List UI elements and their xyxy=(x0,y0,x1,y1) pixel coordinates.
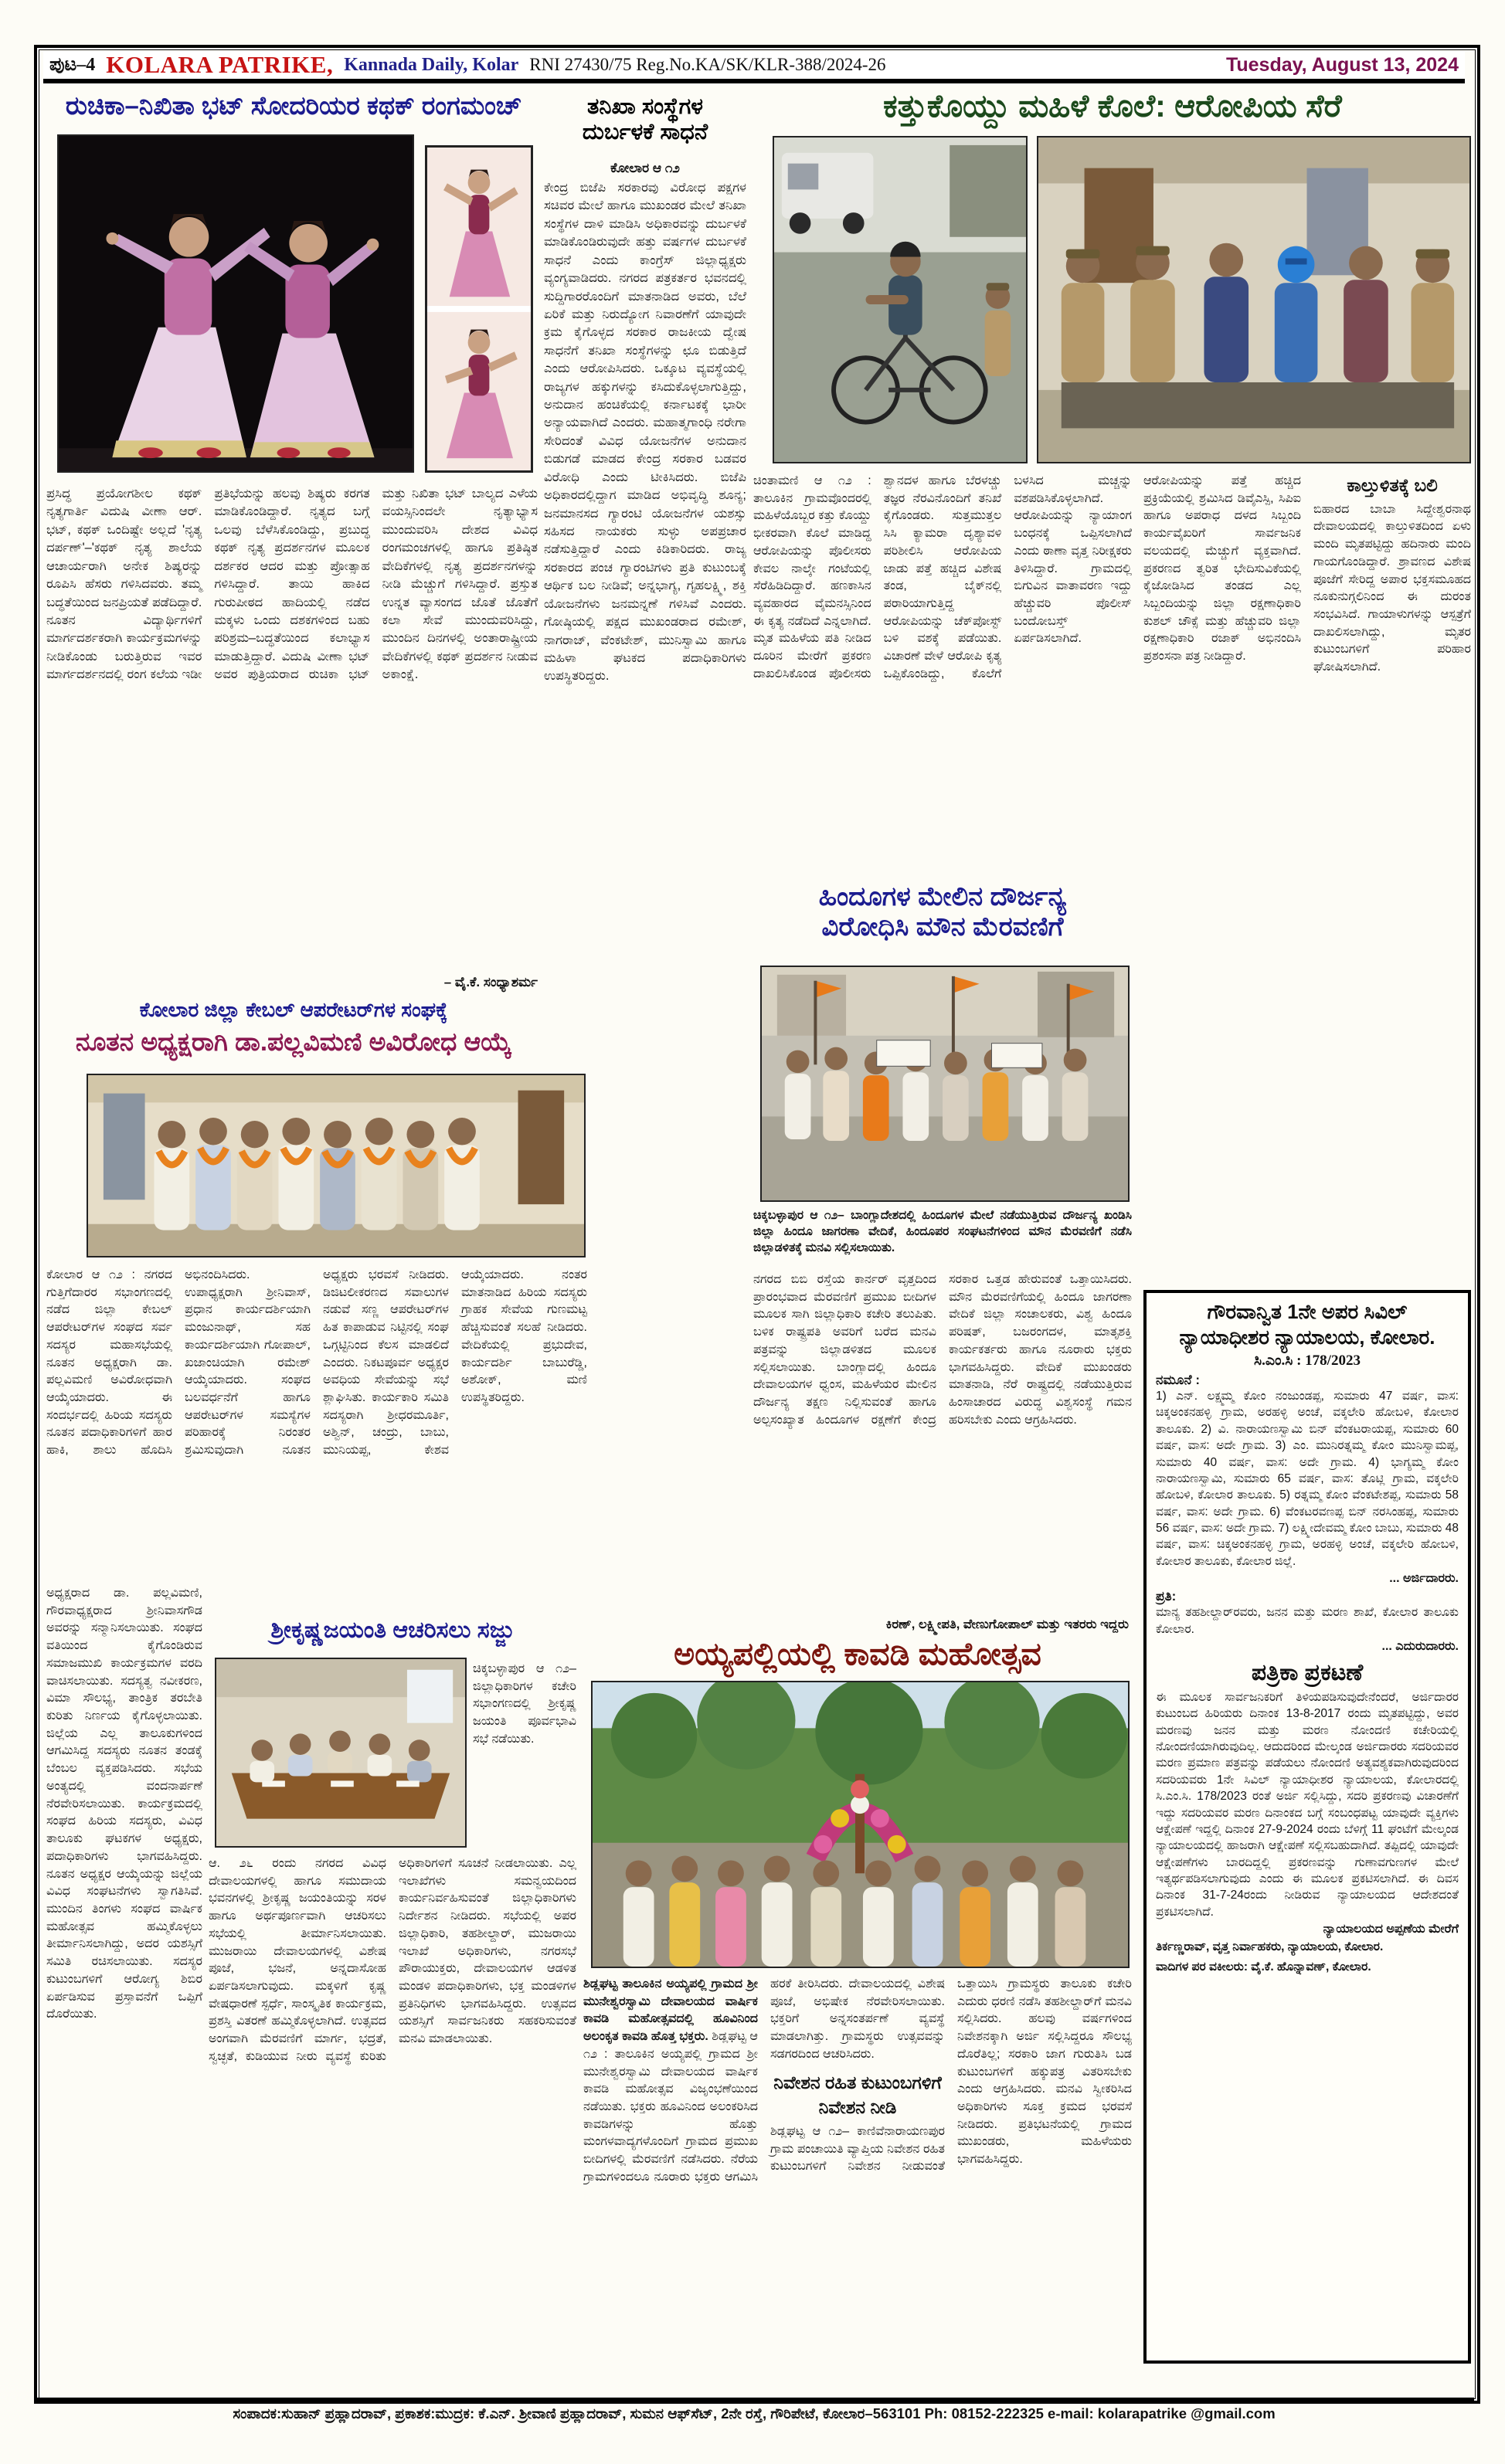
kavadi-body-after: ಶಿಡ್ಲಘಟ್ಟ ಆ ೧೨– ಕಾಣಿವೆನಾರಾಯಣಪುರ ಗ್ರಾಮ ಪಂಚಾಯಿತಿ ವ್ಯಾಪ್ತಿಯ ನಿವೇಶನ ರಹಿತ ಕುಟುಂಬಗಳಿಗೆ ನಿವೇಶನ ನೀಡುವಂತೆ ಒತ್ತಾಯಿಸಿ ಗ್ರಾಮಸ್ಥರು ತಾಲೂಕು ಕಚೇರಿ ಎದುರು ಧರಣಿ ನಡೆಸಿ ತಹಶೀಲ್ದಾರ್‌ಗೆ ಮನವಿ ಸಲ್ಲಿಸಿದರು. ಹಲವು ವರ್ಷಗಳಿಂದ ನಿವೇಶನಕ್ಕಾಗಿ ಅರ್ಜಿ ಸಲ್ಲಿಸಿದ್ದರೂ ಸೌಲಭ್ಯ ದೊರೆತಿಲ್ಲ; ಸರಕಾರಿ ಜಾಗ ಗುರುತಿಸಿ ಬಡ ಕುಟುಂಬಗಳಿಗೆ ಹಕ್ಕುಪತ್ರ ವಿತರಿಸಬೇಕು ಎಂದು ಆಗ್ರಹಿಸಿದರು. ಮನವಿ ಸ್ವೀಕರಿಸಿದ ಅಧಿಕಾರಿಗಳು ಸೂಕ್ತ ಕ್ರಮದ ಭರವಸೆ ನೀಡಿದರು. ಪ್ರತಿಭಟನೆಯಲ್ಲಿ ಗ್ರಾಮದ ಮುಖಂಡರು, ಮಹಿಳೆಯರು ಭಾಗವಹಿಸಿದ್ದರು. xyxy=(770,1977,1132,2174)
publisher-footer: ಸಂಪಾದಕ:ಸುಹಾನ್ ಪ್ರಹ್ಲಾದರಾವ್, ಪ್ರಕಾಶಕ:ಮುದ್ರಕ: ಕೆ.ಎನ್. ಶ್ರೀವಾಣಿ ಪ್ರಹ್ಲಾದರಾವ್, ಸುಮನ ಆಫ್‌ಸೆಟ್, 2ನೇ ರಸ್ತೆ, ಗೌರಿಪೇಟೆ, ಕೋಲಾರ–563101 Ph: 08152-222325 e-mail: kolarapatrike @gmail.com xyxy=(34,2398,1474,2432)
murder-body-left: ಚಿಂತಾಮಣಿ ಆ ೧೨ : ತಾಲೂಕಿನ ಗ್ರಾಮವೊಂದರಲ್ಲಿ ಮಹಿಳೆಯೊಬ್ಬರ ಕತ್ತು ಕೊಯ್ದು ಭೀಕರವಾಗಿ ಕೊಲೆ ಮಾಡಿದ್ದ ಆರೋಪಿಯನ್ನು ಪೊಲೀಸರು ಕೇವಲ ನಾಲ್ಕೇ ಗಂಟೆಯಲ್ಲಿ ಸೆರೆಹಿಡಿದಿದ್ದಾರೆ. ಹಣಕಾಸಿನ ವ್ಯವಹಾರದ ವೈಮನಸ್ಸಿನಿಂದ ಈ ಕೃತ್ಯ ನಡೆದಿದೆ ಎನ್ನಲಾಗಿದೆ. ಮೃತ ಮಹಿಳೆಯ ಪತಿ ನೀಡಿದ ದೂರಿನ ಮೇರೆಗೆ ಪ್ರಕರಣ ದಾಖಲಿಸಿಕೊಂಡ ಪೊಲೀಸರು ಶ್ವಾನದಳ ಹಾಗೂ ಬೆರಳಚ್ಚು ತಜ್ಞರ ನೆರವಿನೊಂದಿಗೆ ತನಿಖೆ ಕೈಗೊಂಡರು. ಸುತ್ತಮುತ್ತಲ ಸಿಸಿ ಕ್ಯಾಮರಾ ದೃಶ್ಯಾವಳಿ ಪರಿಶೀಲಿಸಿ ಆರೋಪಿಯ ಜಾಡು ಪತ್ತೆ ಹಚ್ಚಿದ ವಿಶೇಷ ತಂಡ, ಬೈಕ್‌ನಲ್ಲಿ ಪರಾರಿಯಾಗುತ್ತಿದ್ದ ಆರೋಪಿಯನ್ನು ಚೆಕ್‌ಪೋಸ್ಟ್ ಬಳಿ ವಶಕ್ಕೆ ಪಡೆಯಿತು. ವಿಚಾರಣೆ ವೇಳೆ ಆರೋಪಿ ಕೃತ್ಯ ಒಪ್ಪಿಕೊಂಡಿದ್ದು, ಕೊಲೆಗೆ ಬಳಸಿದ ಮಚ್ಚನ್ನು ವಶಪಡಿಸಿಕೊಳ್ಳಲಾಗಿದೆ. ಆರೋಪಿಯನ್ನು ನ್ಯಾಯಾಂಗ ಬಂಧನಕ್ಕೆ ಒಪ್ಪಿಸಲಾಗಿದೆ ಎಂದು ಠಾಣಾ ವೃತ್ತ ನಿರೀಕ್ಷಕರು ತಿಳಿಸಿದ್ದಾರೆ. ಗ್ರಾಮದಲ್ಲಿ ಬಿಗುವಿನ ವಾತಾವರಣ ಇದ್ದು ಹೆಚ್ಚುವರಿ ಪೊಲೀಸ್ ಬಂದೋಬಸ್ತ್ ಏರ್ಪಡಿಸಲಾಗಿದೆ. xyxy=(753,474,1132,680)
cable-headline: ನೂತನ ಅಧ್ಯಕ್ಷರಾಗಿ ಡಾ.ಪಲ್ಲವಿಮಣಿ ಅವಿರೋಧ ಆಯ್ಕೆ xyxy=(75,1027,512,1056)
kavadi-body-before: ಶಿಡ್ಲಘಟ್ಟ ಆ ೧೨ : ತಾಲೂಕಿನ ಅಯ್ಯಪಲ್ಲಿ ಗ್ರಾಮದ ಶ್ರೀ ಮುನೇಶ್ವರಸ್ವಾಮಿ ದೇವಾಲಯದ ವಾರ್ಷಿಕ ಕಾವಡಿ ಮಹೋತ್ಸವ ವಿಜೃಂಭಣೆಯಿಂದ ನಡೆಯಿತು. ಭಕ್ತರು ಹೂವಿನಿಂದ ಅಲಂಕರಿಸಿದ ಕಾವಡಿಗಳನ್ನು ಹೊತ್ತು ಮಂಗಳವಾದ್ಯಗಳೊಂದಿಗೆ ಗ್ರಾಮದ ಪ್ರಮುಖ ಬೀದಿಗಳಲ್ಲಿ ಮೆರವಣಿಗೆ ನಡೆಸಿದರು. ನೆರೆಯ ಗ್ರಾಮಗಳಿಂದಲೂ ನೂರಾರು ಭಕ್ತರು ಆಗಮಿಸಿ ಹರಕೆ ತೀರಿಸಿದರು. ದೇವಾಲಯದಲ್ಲಿ ವಿಶೇಷ ಪೂಜೆ, ಅಭಿಷೇಕ ನೆರವೇರಿಸಲಾಯಿತು. ಭಕ್ತರಿಗೆ ಅನ್ನಸಂತರ್ಪಣೆ ವ್ಯವಸ್ಥೆ ಮಾಡಲಾಗಿತ್ತು. ಗ್ರಾಮಸ್ಥರು ಉತ್ಸವವನ್ನು ಸಡಗರದಿಂದ ಆಚರಿಸಿದರು. xyxy=(583,1977,945,2184)
rni-registration: RNI 27430/75 Reg.No.KA/SK/KLR-388/2024-26 xyxy=(529,55,886,74)
stampede-body: ಬಿಹಾರದ ಬಾಬಾ ಸಿದ್ದೇಶ್ವರನಾಥ ದೇವಾಲಯದಲ್ಲಿ ಕಾಲ್ತುಳಿತದಿಂದ ಏಳು ಮಂದಿ ಮೃತಪಟ್ಟಿದ್ದು ಹದಿನಾರು ಮಂದಿ ಗಾಯಗೊಂಡಿದ್ದಾರೆ. ಶ್ರಾವಣದ ವಿಶೇಷ ಪೂಜೆಗೆ ಸೇರಿದ್ದ ಅಪಾರ ಭಕ್ತಸಮೂಹದ ನೂಕುನುಗ್ಗಲಿನಿಂದ ಈ ದುರಂತ ಸಂಭವಿಸಿದೆ. ಗಾಯಾಳುಗಳನ್ನು ಆಸ್ಪತ್ರೆಗೆ ದಾಖಲಿಸಲಾಗಿದ್ದು, ಮೃತರ ಕುಟುಂಬಗಳಿಗೆ ಪರಿಹಾರ ಘೋಷಿಸಲಾಗಿದೆ. xyxy=(1313,502,1471,674)
cable-body-top: ಕೋಲಾರ ಆ ೧೨ : ನಗರದ ಗುತ್ತಿಗೆದಾರರ ಸಭಾಂಗಣದಲ್ಲಿ ನಡೆದ ಜಿಲ್ಲಾ ಕೇಬಲ್ ಆಪರೇಟರ್‌ಗಳ ಸಂಘದ ಸರ್ವ ಸದಸ್ಯರ ಮಹಾಸಭೆಯಲ್ಲಿ ನೂತನ ಅಧ್ಯಕ್ಷರಾಗಿ ಡಾ. ಪಲ್ಲವಿಮಣಿ ಅವಿರೋಧವಾಗಿ ಆಯ್ಕೆಯಾದರು. ಈ ಸಂದರ್ಭದಲ್ಲಿ ಹಿರಿಯ ಸದಸ್ಯರು ನೂತನ ಪದಾಧಿಕಾರಿಗಳಿಗೆ ಹಾರ ಹಾಕಿ, ಶಾಲು ಹೊದಿಸಿ ಅಭಿನಂದಿಸಿದರು. ಉಪಾಧ್ಯಕ್ಷರಾಗಿ ಶ್ರೀನಿವಾಸ್, ಪ್ರಧಾನ ಕಾರ್ಯದರ್ಶಿಯಾಗಿ ಮಂಜುನಾಥ್, ಸಹ ಕಾರ್ಯದರ್ಶಿಯಾಗಿ ಗೋಪಾಲ್, ಖಜಾಂಚಿಯಾಗಿ ರಮೇಶ್ ಆಯ್ಕೆಯಾದರು. ಸಂಘದ ಬಲವರ್ಧನೆಗೆ ಹಾಗೂ ಆಪರೇಟರ್‌ಗಳ ಸಮಸ್ಯೆಗಳ ಪರಿಹಾರಕ್ಕೆ ನಿರಂತರ ಶ್ರಮಿಸುವುದಾಗಿ ನೂತನ ಅಧ್ಯಕ್ಷರು ಭರವಸೆ ನೀಡಿದರು. ಡಿಜಿಟಲೀಕರಣದ ಸವಾಲುಗಳ ನಡುವೆ ಸಣ್ಣ ಆಪರೇಟರ್‌ಗಳ ಹಿತ ಕಾಪಾಡುವ ನಿಟ್ಟಿನಲ್ಲಿ ಸಂಘ ಒಗ್ಗಟ್ಟಿನಿಂದ ಕೆಲಸ ಮಾಡಲಿದೆ ಎಂದರು. ನಿಕಟಪೂರ್ವ ಅಧ್ಯಕ್ಷರ ಅವಧಿಯ ಸೇವೆಯನ್ನು ಸಭೆ ಶ್ಲಾಘಿಸಿತು. ಕಾರ್ಯಕಾರಿ ಸಮಿತಿ ಸದಸ್ಯರಾಗಿ ಶ್ರೀಧರಮೂರ್ತಿ, ಅಶ್ವಿನ್, ಚಂದ್ರು, ಬಾಬು, ಮುನಿಯಪ್ಪ, ಕೇಶವ ಆಯ್ಕೆಯಾದರು. ನಂತರ ಮಾತನಾಡಿದ ಹಿರಿಯ ಸದಸ್ಯರು ಗ್ರಾಹಕ ಸೇವೆಯ ಗುಣಮಟ್ಟ ಹೆಚ್ಚಿಸುವಂತೆ ಸಲಹೆ ನೀಡಿದರು. ವೇದಿಕೆಯಲ್ಲಿ ಪ್ರಭುದೇವ, ಕಾರ್ಯದರ್ಶಿ ಬಾಬುರೆಡ್ಡಿ, ಅಶೋಕ್, ಮಣಿ ಉಪಸ್ಥಿತರಿದ್ದರು. xyxy=(46,1268,587,1458)
newspaper-title: KOLARA PATRIKE, xyxy=(106,51,334,78)
kavadi-photo xyxy=(591,1681,1130,1968)
court-schedule-label: ನಮೂನೆ : xyxy=(1156,1373,1200,1387)
newspaper-subtitle: Kannada Daily, Kolar xyxy=(344,54,519,75)
kathak-dancers-illustration xyxy=(59,136,413,471)
procession-illustration xyxy=(762,967,1128,1200)
kathak-headline: ರುಚಿಕಾ–ನಿಖಿತಾ ಭಟ್ ಸೋದರಿಯರ ಕಥಕ್ ರಂಗಮಂಚ್ xyxy=(65,91,522,120)
kavadi-body xyxy=(583,1976,1132,2364)
kavadi-caption-inline: ಶಿಡ್ಲಘಟ್ಟ ತಾಲೂಕಿನ ಅಯ್ಯಪಲ್ಲಿ ಗ್ರಾಮದ ಶ್ರೀ ಮುನೇಶ್ವರಸ್ವಾಮಿ ದೇವಾಲಯದ ವಾರ್ಷಿಕ ಕಾವಡಿ ಮಹೋತ್ಸವದಲ್ಲಿ ಹೂವಿನಿಂದ ಅಲಂಕೃತ ಕಾವಡಿ ಹೊತ್ತ ಭಕ್ತರು. xyxy=(583,1977,758,2044)
procession-headline xyxy=(753,882,1132,942)
krishna-body-side: ಚಿಕ್ಕಬಳ್ಳಾಪುರ ಆ ೧೨– ಜಿಲ್ಲಾಧಿಕಾರಿಗಳ ಕಚೇರಿ ಸಭಾಂಗಣದಲ್ಲಿ ಶ್ರೀಕೃಷ್ಣ ಜಯಂತಿ ಪೂರ್ವಭಾವಿ ಸಭೆ ನಡೆಯಿತು. xyxy=(473,1662,576,1746)
probe-headline xyxy=(544,94,746,146)
procession-headline-line1: ಹಿಂದೂಗಳ ಮೇಲಿನ ದೌರ್ಜನ್ಯ xyxy=(818,882,1067,911)
kathak-signature: – ವೈ.ಕೆ. ಸಂಧ್ಯಾಶರ್ಮ xyxy=(443,975,538,989)
cable-group-photo xyxy=(87,1074,586,1257)
court-respondent-line: ... ಎದುರುದಾರರು. xyxy=(1381,1639,1459,1653)
kathak-dancers-photo xyxy=(57,134,414,473)
kathak-solo-photo xyxy=(425,145,533,473)
court-title-line1: ಗೌರವಾನ್ವಿತ 1ನೇ ಅಪರ ಸಿವಿಲ್ xyxy=(1207,1300,1408,1323)
court-copy-body: ಮಾನ್ಯ ತಹಶೀಲ್ದಾರ್‌ರವರು, ಜನನ ಮತ್ತು ಮರಣ ಶಾಖೆ, ಕೋಲಾರ ತಾಲೂಕು ಕೋಲಾರ. xyxy=(1156,1606,1459,1636)
court-copy-label: ಪ್ರತಿ: xyxy=(1156,1589,1177,1604)
press-release-body: ಈ ಮೂಲಕ ಸಾರ್ವಜನಿಕರಿಗೆ ತಿಳಿಯಪಡಿಸುವುದೇನೆಂದರೆ, ಅರ್ಜಿದಾರರ ಕುಟುಂಬದ ಹಿರಿಯರು ದಿನಾಂಕ 13-8-2017 ರಂದು ಮೃತಪಟ್ಟಿದ್ದು, ಅವರ ಮರಣವು ಜನನ ಮತ್ತು ಮರಣ ನೋಂದಣಿ ಕಚೇರಿಯಲ್ಲಿ ನೋಂದಣಿಯಾಗಿರುವುದಿಲ್ಲ. ಆದುದರಿಂದ ಮೇಲ್ಕಂಡ ಅರ್ಜಿದಾರರು ಸದರಿಯವರ ಮರಣ ಪ್ರಮಾಣ ಪತ್ರವನ್ನು ಪಡೆಯಲು ನೋಂದಣಿ ಅತ್ಯವಶ್ಯಕವಾಗಿರುವುದರಿಂದ ಸದರಿಯವರು 1ನೇ ಸಿವಿಲ್ ನ್ಯಾಯಾಧೀಶರ ನ್ಯಾಯಾಲಯ, ಕೋಲಾರದಲ್ಲಿ ಸಿ.ಎಂ.ಸಿ. 178/2023 ರಂತೆ ಅರ್ಜಿ ಸಲ್ಲಿಸಿದ್ದು, ಸದರಿ ಪ್ರಕರಣವು ವಿಚಾರಣೆಗೆ ಇದ್ದು ಸದರಿಯವರ ಮರಣ ದಿನಾಂಕದ ಬಗ್ಗೆ ಸಂಬಂಧಪಟ್ಟ ಯಾವುದೇ ವ್ಯಕ್ತಿಗಳು ಆಕ್ಷೇಪಣೆ ಇದ್ದಲ್ಲಿ ದಿನಾಂಕ 27-9-2024 ರಂದು ಬೆಳಿಗ್ಗೆ 11 ಘಂಟೆಗೆ ಮೇಲ್ಕಂಡ ನ್ಯಾಯಾಲಯದಲ್ಲಿ ಹಾಜರಾಗಿ ಆಕ್ಷೇಪಣೆ ಸಲ್ಲಿಸಬಹುದಾಗಿದೆ. ತಪ್ಪಿದಲ್ಲಿ ಯಾವುದೇ ಆಕ್ಷೇಪಣೆಗಳು ಬಾರದಿದ್ದಲ್ಲಿ ಪ್ರಕರಣವನ್ನು ಗುಣಾವಗುಣಗಳ ಮೇಲೆ ಇತ್ಯರ್ಥಪಡಿಸಲಾಗುವುದು ಎಂದು ಈ ಮೂಲಕ ಪ್ರಕಟಿಸಲಾಗಿದೆ. ಈ ದಿವಸ ದಿನಾಂಕ 31-7-24ರಂದು ನೀಡಿರುವ ನ್ಯಾಯಾಲಯದ ಆದೇಶದಂತೆ ಪ್ರಕಟಿಸಲಾಗಿದೆ. xyxy=(1156,1690,1459,1919)
procession-photo xyxy=(760,966,1130,1202)
press-sign-left: ತಿರ್ಕಣ್ಣರಾವ್, ವೃತ್ತ ನಿರ್ವಾಹಕರು, ನ್ಯಾಯಾಲಯ, ಕೋಲಾರ. xyxy=(1156,1940,1384,1954)
murder-body-right xyxy=(1143,473,1471,1282)
procession-attendees-line: ಕಿರಣ್, ಲಕ್ಷ್ಮೀಪತಿ, ವೇಣುಗೋಪಾಲ್ ಮತ್ತು ಇತರರು ಇದ್ದರು xyxy=(885,1617,1129,1631)
krishna-headline: ಶ್ರೀಕೃಷ್ಣಜಯಂತಿ ಆಚರಿಸಲು ಸಜ್ಜು xyxy=(270,1617,515,1643)
kathak-body: ಪ್ರಸಿದ್ಧ ಪ್ರಯೋಗಶೀಲ ಕಥಕ್ ನೃತ್ಯಗಾರ್ತಿ ವಿದುಷಿ ವೀಣಾ ಆರ್. ಭಟ್, ಕಥಕ್ ಒಂದಿಷ್ಟೇ ಅಲ್ಲದೆ 'ನೃತ್ಯ ದರ್ಪಣ್'–'ಕಥಕ್ ನೃತ್ಯ ಶಾಲೆಯ ಆಚಾರ್ಯರಾಗಿ ಅನೇಕ ಶಿಷ್ಯರನ್ನು ರೂಪಿಸಿ ಹೆಸರು ಗಳಿಸಿದವರು. ತಮ್ಮ ಬದ್ಧತೆಯಿಂದ ಜನಪ್ರಿಯತೆ ಪಡೆದಿದ್ದಾರೆ. ನೂತನ ವಿದ್ಯಾರ್ಥಿಗಳಿಗೆ ಮಾರ್ಗದರ್ಶಕರಾಗಿ ಕಾರ್ಯಕ್ರಮಗಳನ್ನು ನೀಡಿಕೊಂಡು ಬರುತ್ತಿರುವ ಇವರ ಮಾರ್ಗದರ್ಶನದಲ್ಲಿ ರಂಗ ಕಲೆಯ ಇಡೀ ಪ್ರತಿಭೆಯನ್ನು ಹಲವು ಶಿಷ್ಯರು ಕರಗತ ಮಾಡಿಕೊಂಡಿದ್ದಾರೆ. ನೃತ್ಯದ ಬಗ್ಗೆ ಒಲವು ಬೆಳೆಸಿಕೊಂಡಿದ್ದು, ಪ್ರಬುದ್ಧ ಕಥಕ್ ನೃತ್ಯ ಪ್ರದರ್ಶನಗಳ ಮೂಲಕ ದರ್ಶಕರ ಆದರ ಮತ್ತು ಪ್ರೋತ್ಸಾಹ ಗಳಿಸಿದ್ದಾರೆ. ತಾಯಿ ಹಾಕಿದ ಗುರುಪೀಠದ ಹಾದಿಯಲ್ಲಿ ನಡೆದ ಮಕ್ಕಳು ಒಂದು ದಶಕಗಳಿಂದ ಬಹು ಪರಿಶ್ರಮ–ಬದ್ಧತೆಯಿಂದ ಕಲಾಭ್ಯಾಸ ಮಾಡುತ್ತಿದ್ದಾರೆ. ವಿದುಷಿ ವೀಣಾ ಭಟ್ ಅವರ ಪುತ್ರಿಯರಾದ ರುಚಿಕಾ ಭಟ್ ಮತ್ತು ನಿಖಿತಾ ಭಟ್ ಬಾಲ್ಯದ ಎಳೆಯ ವಯಸ್ಸಿನಿಂದಲೇ ನೃತ್ಯಾಭ್ಯಾಸ ಮುಂದುವರಿಸಿ ದೇಶದ ವಿವಿಧ ರಂಗಮಂಚಗಳಲ್ಲಿ ಹಾಗೂ ಪ್ರತಿಷ್ಠಿತ ವೇದಿಕೆಗಳಲ್ಲಿ ನೃತ್ಯ ಪ್ರದರ್ಶನಗಳನ್ನು ನೀಡಿ ಮೆಚ್ಚುಗೆ ಗಳಿಸಿದ್ದಾರೆ. ಪ್ರಸ್ತುತ ಉನ್ನತ ವ್ಯಾಸಂಗದ ಜೊತೆ ಜೊತೆಗೆ ಕಲಾ ಸೇವೆ ಮುಂದುವರಿಸಿದ್ದು, ಮುಂದಿನ ದಿನಗಳಲ್ಲಿ ಅಂತಾರಾಷ್ಟ್ರೀಯ ವೇದಿಕೆಗಳಲ್ಲಿ ಕಥಕ್ ಪ್ರದರ್ಶನ ನೀಡುವ ಅಕಾಂಕ್ಷೆ. xyxy=(46,487,538,682)
probe-dateline: ಕೋಲಾರ ಆ ೧೨ xyxy=(610,161,680,175)
press-sign-bottom: ವಾದಿಗಳ ಪರ ವಕೀಲರು: ವೈ.ಕೆ. ಹೊನ್ನಾವಣ್, ಕೋಲಾರ. xyxy=(1156,1960,1371,1974)
page-number-label: ಪುಟ–4 xyxy=(49,54,96,75)
court-schedule-body: 1) ಎನ್. ಲಕ್ಷ್ಮಮ್ಮ ಕೋಂ ನಂಜುಂಡಪ್ಪ, ಸುಮಾರು 47 ವರ್ಷ, ವಾಸ: ಚಿಕ್ಕಅಂಕನಹಳ್ಳಿ ಗ್ರಾಮ, ಅರಹಳ್ಳಿ ಅಂಚೆ, ವಕ್ಕಲೇರಿ ಹೋಬಳಿ, ಕೋಲಾರ ತಾಲೂಕು. 2) ವಿ. ನಾರಾಯಣಸ್ವಾಮಿ ಬಿನ್ ವೆಂಕಟರಾಯಪ್ಪ, ಸುಮಾರು 60 ವರ್ಷ, ವಾಸ: ಅದೇ ಗ್ರಾಮ. 3) ಎಂ. ಮುನಿರತ್ನಮ್ಮ ಕೋಂ ಮುನಿಸ್ವಾಮಪ್ಪ, ಸುಮಾರು 40 ವರ್ಷ, ವಾಸ: ಅದೇ ಗ್ರಾಮ. 4) ಭಾಗ್ಯಮ್ಮ ಕೋಂ ನಾರಾಯಣಸ್ವಾಮಿ, ಸುಮಾರು 65 ವರ್ಷ, ವಾಸ: ತೊಟ್ಲಿ ಗ್ರಾಮ, ವಕ್ಕಲೇರಿ ಹೋಬಳಿ, ಕೋಲಾರ ತಾಲೂಕು. 5) ರತ್ನಮ್ಮ ಕೋಂ ವೆಂಕಟೇಶಪ್ಪ, ಸುಮಾರು 58 ವರ್ಷ, ವಾಸ: ಅದೇ ಗ್ರಾಮ. 6) ವೆಂಕಟರವಣಪ್ಪ ಬಿನ್ ನರಸಿಂಹಪ್ಪ, ಸುಮಾರು 56 ವರ್ಷ, ವಾಸ: ಅದೇ ಗ್ರಾಮ. 7) ಲಕ್ಷ್ಮೀದೇವಮ್ಮ ಕೋಂ ಬಾಬು, ಸುಮಾರು 48 ವರ್ಷ, ವಾಸ: ಚಿಕ್ಕಅಂಕನಹಳ್ಳಿ ಗ್ರಾಮ, ಅರಹಳ್ಳಿ ಅಂಚೆ, ವಕ್ಕಲೇರಿ ಹೋಬಳಿ, ಕೋಲಾರ ತಾಲೂಕು, ಕೋಲಾರ ಜಿಲ್ಲೆ. xyxy=(1156,1390,1459,1568)
kavadi-headline: ಅಯ್ಯಪಲ್ಲಿಯಲ್ಲಿ ಕಾವಡಿ ಮಹೋತ್ಸವ xyxy=(674,1636,1041,1672)
procession-headline-line2: ವಿರೋಧಿಸಿ ಮೌನ ಮೆರವಣಿಗೆ xyxy=(821,912,1064,942)
court-title-line2: ನ್ಯಾಯಾಧೀಶರ ನ್ಯಾಯಾಲಯ, ಕೋಲಾರ. xyxy=(1179,1325,1435,1349)
court-case-number: ಸಿ.ಎಂ.ಸಿ : 178/2023 xyxy=(1254,1352,1361,1369)
probe-headline-line1: ತನಿಖಾ ಸಂಸ್ಥೆಗಳ xyxy=(586,94,704,119)
legal-notice-box xyxy=(1143,1290,1471,2364)
press-sign-right: ನ್ಯಾಯಾಲಯದ ಅಪ್ಪಣೆಯ ಮೇರೆಗೆ xyxy=(1323,1923,1459,1936)
krishna-meeting-illustration xyxy=(216,1659,465,1846)
procession-caption: ಚಿಕ್ಕಬಳ್ಳಾಪುರ ಆ ೧೨– ಬಾಂಗ್ಲಾದೇಶದಲ್ಲಿ ಹಿಂದೂಗಳ ಮೇಲೆ ನಡೆಯುತ್ತಿರುವ ದೌರ್ಜನ್ಯ ಖಂಡಿಸಿ ಜಿಲ್ಲಾ ಹಿಂದೂ ಜಾಗರಣಾ ವೇದಿಕೆ, ಹಿಂದೂಪರ ಸಂಘಟನೆಗಳಿಂದ ಮೌನ ಮೆರವಣಿಗೆ ನಡೆಸಿ ಜಿಲ್ಲಾಡಳಿತಕ್ಕೆ ಮನವಿ ಸಲ್ಲಿಸಲಾಯಿತು. xyxy=(753,1209,1132,1254)
cable-group-illustration xyxy=(88,1075,584,1256)
krishna-meeting-photo xyxy=(215,1658,467,1848)
issue-date: Tuesday, August 13, 2024 xyxy=(1225,53,1459,76)
probe-headline-line2: ದುರ್ಬಳಕೆ ಸಾಧನೆ xyxy=(582,120,708,145)
murder-escort-photo xyxy=(773,136,1028,463)
stampede-headline2: ಕಾಲ್ತುಳಿತಕ್ಕೆ ಬಲಿ xyxy=(1347,475,1438,495)
cable-body-side: ಅಧ್ಯಕ್ಷರಾದ ಡಾ. ಪಲ್ಲವಿಮಣಿ, ಗೌರವಾಧ್ಯಕ್ಷರಾದ ಶ್ರೀನಿವಾಸಗೌಡ ಅವರನ್ನು ಸನ್ಮಾನಿಸಲಾಯಿತು. ಸಂಘದ ವತಿಯಿಂದ ಕೈಗೊಂಡಿರುವ ಸಮಾಜಮುಖಿ ಕಾರ್ಯಕ್ರಮಗಳ ವರದಿ ವಾಚಿಸಲಾಯಿತು. ಸದಸ್ಯತ್ವ ನವೀಕರಣ, ವಿಮಾ ಸೌಲಭ್ಯ, ತಾಂತ್ರಿಕ ತರಬೇತಿ ಕುರಿತು ನಿರ್ಣಯ ಕೈಗೊಳ್ಳಲಾಯಿತು. ಜಿಲ್ಲೆಯ ಎಲ್ಲ ತಾಲೂಕುಗಳಿಂದ ಆಗಮಿಸಿದ್ದ ಸದಸ್ಯರು ನೂತನ ತಂಡಕ್ಕೆ ಬೆಂಬಲ ವ್ಯಕ್ತಪಡಿಸಿದರು. ಸಭೆಯ ಅಂತ್ಯದಲ್ಲಿ ವಂದನಾರ್ಪಣೆ ನೆರವೇರಿಸಲಾಯಿತು. ಕಾರ್ಯಕ್ರಮದಲ್ಲಿ ಸಂಘದ ಹಿರಿಯ ಸದಸ್ಯರು, ವಿವಿಧ ತಾಲೂಕು ಘಟಕಗಳ ಅಧ್ಯಕ್ಷರು, ಪದಾಧಿಕಾರಿಗಳು ಭಾಗವಹಿಸಿದ್ದರು. ನೂತನ ಅಧ್ಯಕ್ಷರ ಆಯ್ಕೆಯನ್ನು ಜಿಲ್ಲೆಯ ವಿವಿಧ ಸಂಘಟನೆಗಳು ಸ್ವಾಗತಿಸಿವೆ. ಮುಂದಿನ ತಿಂಗಳು ಸಂಘದ ವಾರ್ಷಿಕ ಮಹೋತ್ಸವ ಹಮ್ಮಿಕೊಳ್ಳಲು ತೀರ್ಮಾನಿಸಲಾಗಿದ್ದು, ಅದರ ಯಶಸ್ಸಿಗೆ ಸಮಿತಿ ರಚಿಸಲಾಯಿತು. ಸದಸ್ಯರ ಕುಟುಂಬಗಳಿಗೆ ಆರೋಗ್ಯ ಶಿಬಿರ ಏರ್ಪಡಿಸುವ ಪ್ರಸ್ತಾವನೆಗೆ ಒಪ್ಪಿಗೆ ದೊರೆಯಿತು. xyxy=(46,1587,202,2021)
kavadi-illustration xyxy=(593,1682,1128,1967)
murder-escort-illustration xyxy=(774,137,1026,462)
masthead xyxy=(43,51,1465,83)
murder-arrest-photo xyxy=(1037,136,1471,463)
kathak-solo-illustration xyxy=(427,148,531,470)
procession-body: ನಗರದ ಬಿಬಿ ರಸ್ತೆಯ ಕಾರ್ನರ್ ವೃತ್ತದಿಂದ ಪ್ರಾರಂಭವಾದ ಮೆರವಣಿಗೆ ಪ್ರಮುಖ ಬೀದಿಗಳ ಮೂಲಕ ಸಾಗಿ ಜಿಲ್ಲಾಧಿಕಾರಿ ಕಚೇರಿ ತಲುಪಿತು. ಬಳಿಕ ರಾಷ್ಟ್ರಪತಿ ಅವರಿಗೆ ಬರೆದ ಮನವಿ ಪತ್ರವನ್ನು ಜಿಲ್ಲಾಡಳಿತದ ಮೂಲಕ ಸಲ್ಲಿಸಲಾಯಿತು. ಬಾಂಗ್ಲಾದಲ್ಲಿ ಹಿಂದೂ ದೇವಾಲಯಗಳ ಧ್ವಂಸ, ಮಹಿಳೆಯರ ಮೇಲಿನ ದೌರ್ಜನ್ಯ ತಕ್ಷಣ ನಿಲ್ಲಿಸುವಂತೆ ಹಾಗೂ ಅಲ್ಪಸಂಖ್ಯಾತ ಹಿಂದೂಗಳ ರಕ್ಷಣೆಗೆ ಕೇಂದ್ರ ಸರಕಾರ ಒತ್ತಡ ಹೇರುವಂತೆ ಒತ್ತಾಯಿಸಿದರು. ಮೌನ ಮೆರವಣಿಗೆಯಲ್ಲಿ ಹಿಂದೂ ಜಾಗರಣಾ ವೇದಿಕೆ ಜಿಲ್ಲಾ ಸಂಚಾಲಕರು, ವಿಶ್ವ ಹಿಂದೂ ಪರಿಷತ್, ಬಜರಂಗದಳ, ಮಾತೃಶಕ್ತಿ ಕಾರ್ಯಕರ್ತರು ಹಾಗೂ ನೂರಾರು ಭಕ್ತರು ಭಾಗವಹಿಸಿದ್ದರು. ವೇದಿಕೆ ಮುಖಂಡರು ಮಾತನಾಡಿ, ನೆರೆ ರಾಷ್ಟ್ರದಲ್ಲಿ ನಡೆಯುತ್ತಿರುವ ಹಿಂಸಾಚಾರದ ವಿರುದ್ಧ ವಿಶ್ವಸಂಸ್ಥೆ ಗಮನ ಹರಿಸಬೇಕು ಎಂದು ಆಗ್ರಹಿಸಿದರು. xyxy=(753,1273,1132,1427)
press-release-heading: ಪತ್ರಿಕಾ ಪ್ರಕಟಣೆ xyxy=(1251,1659,1364,1685)
murder-arrest-illustration xyxy=(1038,137,1469,462)
krishna-body: ಆ. ೨೬ ರಂದು ನಗರದ ವಿವಿಧ ದೇವಾಲಯಗಳಲ್ಲಿ ಹಾಗೂ ಸಮುದಾಯ ಭವನಗಳಲ್ಲಿ ಶ್ರೀಕೃಷ್ಣ ಜಯಂತಿಯನ್ನು ಸರಳ ಹಾಗೂ ಅರ್ಥಪೂರ್ಣವಾಗಿ ಆಚರಿಸಲು ಸಭೆಯಲ್ಲಿ ತೀರ್ಮಾನಿಸಲಾಯಿತು. ಮುಜರಾಯಿ ದೇವಾಲಯಗಳಲ್ಲಿ ವಿಶೇಷ ಪೂಜೆ, ಭಜನೆ, ಅನ್ನದಾಸೋಹ ಏರ್ಪಡಿಸಲಾಗುವುದು. ಮಕ್ಕಳಿಗೆ ಕೃಷ್ಣ ವೇಷಧಾರಣೆ ಸ್ಪರ್ಧೆ, ಸಾಂಸ್ಕೃತಿಕ ಕಾರ್ಯಕ್ರಮ, ಪ್ರಶಸ್ತಿ ವಿತರಣೆ ಹಮ್ಮಿಕೊಳ್ಳಲಾಗಿದೆ. ಉತ್ಸವದ ಅಂಗವಾಗಿ ಮೆರವಣಿಗೆ ಮಾರ್ಗ, ಭದ್ರತೆ, ಸ್ವಚ್ಛತೆ, ಕುಡಿಯುವ ನೀರು ವ್ಯವಸ್ಥೆ ಕುರಿತು ಅಧಿಕಾರಿಗಳಿಗೆ ಸೂಚನೆ ನೀಡಲಾಯಿತು. ಎಲ್ಲ ಇಲಾಖೆಗಳು ಸಮನ್ವಯದಿಂದ ಕಾರ್ಯನಿರ್ವಹಿಸುವಂತೆ ಜಿಲ್ಲಾಧಿಕಾರಿಗಳು ನಿರ್ದೇಶನ ನೀಡಿದರು. ಸಭೆಯಲ್ಲಿ ಅಪರ ಜಿಲ್ಲಾಧಿಕಾರಿ, ತಹಶೀಲ್ದಾರ್, ಮುಜರಾಯಿ ಇಲಾಖೆ ಅಧಿಕಾರಿಗಳು, ನಗರಸಭೆ ಪೌರಾಯುಕ್ತರು, ದೇವಾಲಯಗಳ ಆಡಳಿತ ಮಂಡಳಿ ಪದಾಧಿಕಾರಿಗಳು, ಭಕ್ತ ಮಂಡಳಿಗಳ ಪ್ರತಿನಿಧಿಗಳು ಭಾಗವಹಿಸಿದ್ದರು. ಉತ್ಸವದ ಯಶಸ್ಸಿಗೆ ಸಾರ್ವಜನಿಕರು ಸಹಕರಿಸುವಂತೆ ಮನವಿ ಮಾಡಲಾಯಿತು. xyxy=(209,1857,576,2063)
cable-kicker: ಕೋಲಾರ ಜಿಲ್ಲಾ ಕೇಬಲ್ ಆಪರೇಟರ್‌ಗಳ ಸಂಘಕ್ಕೆ xyxy=(139,998,448,1021)
murder-body-right-text: ಆರೋಪಿಯನ್ನು ಪತ್ತೆ ಹಚ್ಚಿದ ಪ್ರಕ್ರಿಯೆಯಲ್ಲಿ ಶ್ರಮಿಸಿದ ಡಿವೈಎಸ್ಪಿ, ಸಿಪಿಐ ಹಾಗೂ ಅಪರಾಧ ದಳದ ಸಿಬ್ಬಂದಿ ಕಾರ್ಯವೈಖರಿಗೆ ಸಾರ್ವಜನಿಕ ವಲಯದಲ್ಲಿ ಮೆಚ್ಚುಗೆ ವ್ಯಕ್ತವಾಗಿದೆ. ಪ್ರಕರಣದ ತ್ವರಿತ ಭೇದಿಸುವಿಕೆಯಲ್ಲಿ ಕೈಜೋಡಿಸಿದ ತಂಡದ ಎಲ್ಲ ಸಿಬ್ಬಂದಿಯನ್ನು ಜಿಲ್ಲಾ ರಕ್ಷಣಾಧಿಕಾರಿ ಕುಶಲ್ ಚೌಕ್ಸೆ ಮತ್ತು ಹೆಚ್ಚುವರಿ ಜಿಲ್ಲಾ ರಕ್ಷಣಾಧಿಕಾರಿ ರಜಾಕ್ ಅಭಿನಂದಿಸಿ ಪ್ರಶಂಸನಾ ಪತ್ರ ನೀಡಿದ್ದಾರೆ. xyxy=(1143,474,1301,664)
probe-body: ಕೇಂದ್ರ ಬಿಜೆಪಿ ಸರಕಾರವು ವಿರೋಧ ಪಕ್ಷಗಳ ಸಚಿವರ ಮೇಲೆ ಹಾಗೂ ಮುಖಂಡರ ಮೇಲೆ ತನಿಖಾ ಸಂಸ್ಥೆಗಳ ದಾಳಿ ಮಾಡಿಸಿ ಅಧಿಕಾರವನ್ನು ದುರ್ಬಳಕೆ ಮಾಡಿಕೊಂಡಿರುವುದೇ ಹತ್ತು ವರ್ಷಗಳ ದುರ್ಬಳಕೆ ಸಾಧನೆ ಎಂದು ಕಾಂಗ್ರೆಸ್ ಜಿಲ್ಲಾಧ್ಯಕ್ಷರು ವ್ಯಂಗ್ಯವಾಡಿದರು. ನಗರದ ಪತ್ರಕರ್ತರ ಭವನದಲ್ಲಿ ಸುದ್ದಿಗಾರರೊಂದಿಗೆ ಮಾತನಾಡಿದ ಅವರು, ಬೆಲೆ ಏರಿಕೆ ಮತ್ತು ನಿರುದ್ಯೋಗ ನಿವಾರಣೆಗೆ ಯಾವುದೇ ಕ್ರಮ ಕೈಗೊಳ್ಳದ ಸರಕಾರ ರಾಜಕೀಯ ದ್ವೇಷ ಸಾಧನೆಗೆ ತನಿಖಾ ಸಂಸ್ಥೆಗಳನ್ನು ಛೂ ಬಿಡುತ್ತಿದೆ ಎಂದು ಆರೋಪಿಸಿದರು. ಒಕ್ಕೂಟ ವ್ಯವಸ್ಥೆಯಲ್ಲಿ ರಾಜ್ಯಗಳ ಹಕ್ಕುಗಳನ್ನು ಕಸಿದುಕೊಳ್ಳಲಾಗುತ್ತಿದ್ದು, ಅನುದಾನ ಹಂಚಿಕೆಯಲ್ಲಿ ಕರ್ನಾಟಕಕ್ಕೆ ಭಾರೀ ಅನ್ಯಾಯವಾಗಿದೆ ಎಂದರು. ಮಹಾತ್ಮಗಾಂಧಿ ನರೇಗಾ ಸೇರಿದಂತೆ ವಿವಿಧ ಯೋಜನೆಗಳ ಅನುದಾನ ಬಿಡುಗಡೆ ಮಾಡದ ಕೇಂದ್ರ ಸರಕಾರ ಬಡವರ ವಿರೋಧಿ ಎಂದು ಟೀಕಿಸಿದರು. ಬಿಜೆಪಿ ಅಧಿಕಾರದಲ್ಲಿದ್ದಾಗ ಮಾಡಿದ ಅಭಿವೃದ್ಧಿ ಶೂನ್ಯ; ಜನಮಾನಸದ ಗ್ಯಾರಂಟಿ ಯೋಜನೆಗಳ ಯಶಸ್ಸು ಸಹಿಸದ ನಾಯಕರು ಸುಳ್ಳು ಅಪಪ್ರಚಾರ ನಡೆಸುತ್ತಿದ್ದಾರೆ ಎಂದು ಕಿಡಿಕಾರಿದರು. ರಾಜ್ಯ ಸರಕಾರದ ಪಂಚ ಗ್ಯಾರಂಟಿಗಳು ಪ್ರತಿ ಕುಟುಂಬಕ್ಕೆ ಆರ್ಥಿಕ ಬಲ ನೀಡಿವೆ; ಅನ್ನಭಾಗ್ಯ, ಗೃಹಲಕ್ಷ್ಮಿ, ಶಕ್ತಿ ಯೋಜನೆಗಳು ಜನಮನ್ನಣೆ ಗಳಿಸಿವೆ ಎಂದರು. ಗೋಷ್ಠಿಯಲ್ಲಿ ಪಕ್ಷದ ಮುಖಂಡರಾದ ರಮೇಶ್, ನಾಗರಾಜ್, ವೆಂಕಟೇಶ್, ಮುನಿಸ್ವಾಮಿ ಹಾಗೂ ಮಹಿಳಾ ಘಟಕದ ಪದಾಧಿಕಾರಿಗಳು ಉಪಸ್ಥಿತರಿದ್ದರು. xyxy=(544,181,746,684)
kavadi-subhead: ನಿವೇಶನ ರಹಿತ ಕುಟುಂಬಗಳಿಗೆ ನಿವೇಶನ ನೀಡಿ xyxy=(773,2072,942,2118)
court-applicant-line: ... ಅರ್ಜಿದಾರರು. xyxy=(1389,1572,1459,1586)
murder-headline: ಕತ್ತುಕೊಯ್ದು ಮಹಿಳೆ ಕೊಲೆ: ಆರೋಪಿಯ ಸೆರೆ xyxy=(883,88,1342,124)
